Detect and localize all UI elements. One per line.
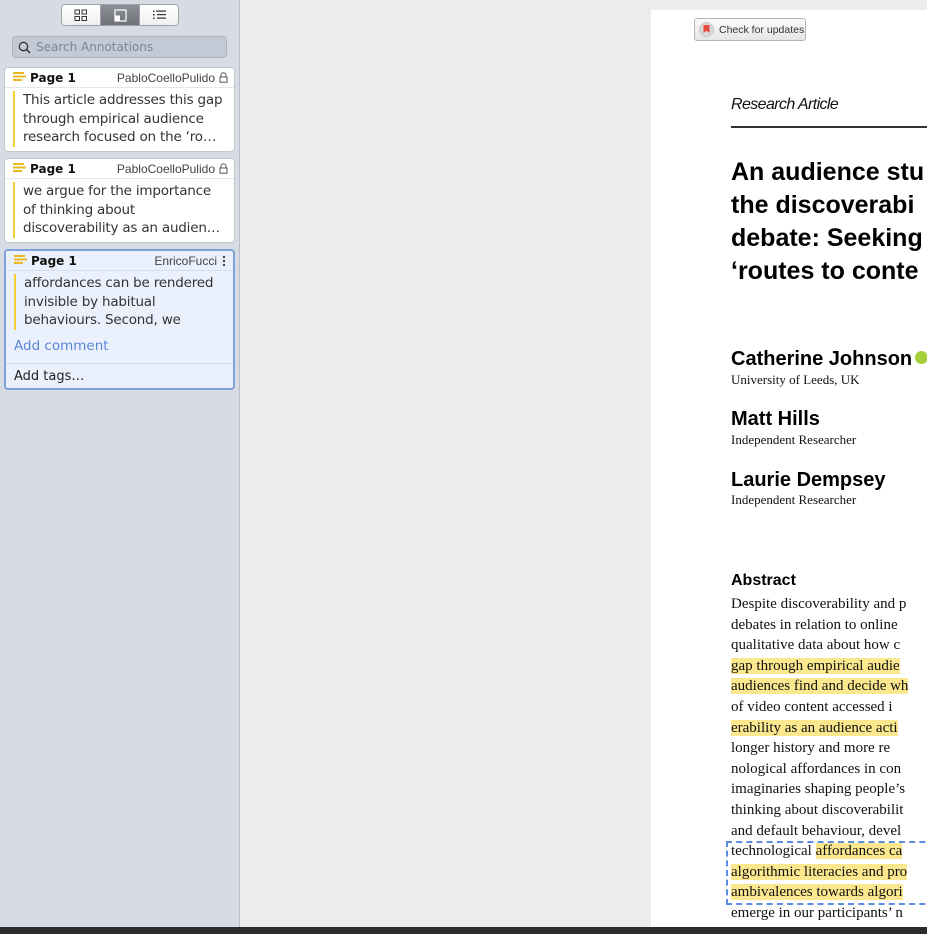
abstract-heading: Abstract [731,572,796,589]
abstract-line [731,676,908,697]
highlight-icon [14,255,27,266]
outline-view-button[interactable] [140,5,178,25]
document-viewer[interactable] [240,0,927,927]
abstract-line [731,759,908,780]
annotation-page: Page 1 [31,253,77,268]
highlighted-text[interactable]: audiences find and decide wh [731,678,909,695]
lock-icon [219,72,228,83]
article-type: Research Article [731,96,839,113]
annotation-view-icon [114,9,127,22]
author-affiliation: Independent Researcher [731,432,857,447]
abstract-line [731,656,908,677]
view-mode-toggle [61,4,179,26]
author-name-text: Catherine Johnson [731,348,913,370]
abstract-line [731,718,908,739]
title-line: the discoverabi [731,191,915,219]
annotation-card[interactable] [4,158,235,243]
abstract-line [731,903,908,924]
abstract-text-span: thinking about discoverabilit [731,801,904,818]
author-affiliation: University of Leeds, UK [731,372,860,387]
abstract-text-span: nological affordances in con [731,760,902,777]
orcid-icon[interactable] [915,351,927,364]
search-icon [18,41,31,54]
highlight-icon [13,72,26,83]
header-rule [731,126,927,128]
abstract-line [731,779,908,800]
grid-icon [74,9,88,22]
annotations-sidebar [0,0,240,927]
abstract-line [731,697,908,718]
abstract-line [731,635,908,656]
annotation-text: affordances can be rendered invisible by habitual behaviours. Second, we [14,274,225,330]
more-icon[interactable] [221,255,227,267]
highlighted-text[interactable]: affordances ca [815,843,903,860]
article-title [731,156,927,288]
abstract-text-span: technological [731,843,816,860]
abstract-text-span: qualitative data about how c [731,637,901,654]
abstract-line [731,800,908,821]
annotation-text: we argue for the importance of thinking about discoverability as an audien… [13,182,226,238]
annotation-view-button[interactable] [101,5,140,25]
author-name: Matt Hills [731,408,820,430]
selected-highlight-outline [726,841,927,905]
annotation-page: Page 1 [30,70,76,85]
annotation-header [5,159,234,179]
highlighted-text[interactable]: gap through empirical audie [731,657,900,674]
annotation-header [6,251,233,271]
abstract-text-span: and default behaviour, devel [731,822,902,839]
annotation-card-selected[interactable] [4,249,235,390]
pdf-page[interactable] [651,10,927,930]
author-name: Laurie Dempsey [731,469,886,491]
annotation-author: PabloCoelloPulido [116,161,215,176]
search-annotations-field[interactable] [12,36,227,58]
highlight-icon [13,163,26,174]
add-tags-field[interactable]: Add tags… [6,363,233,388]
highlighted-text[interactable]: erability as an audience acti [731,719,898,736]
thumbnail-view-button[interactable] [62,5,101,25]
abstract-text-span: of video content accessed i [731,698,893,715]
author-name [731,348,927,371]
abstract-line [731,615,908,636]
crossmark-icon [699,22,714,37]
check-for-updates-button[interactable] [694,18,806,41]
abstract-text-span: longer history and more re [731,740,891,757]
abstract-line [731,821,908,842]
annotation-page: Page 1 [30,161,76,176]
highlighted-text[interactable]: ambivalences towards algori [731,884,903,901]
abstract-text-span: imaginaries shaping people’s [731,781,906,798]
abstract-text-span: emerge in our participants’ n [731,904,903,921]
author-affiliation: Independent Researcher [731,492,857,507]
abstract-text-span: Despite discoverability and p [731,596,907,612]
add-comment-link[interactable]: Add comment [14,338,109,354]
annotation-author: EnricoFucci [154,253,217,268]
lock-icon [219,163,228,174]
title-line: An audience stu [731,158,925,186]
title-line: ‘routes to conte [731,257,919,285]
abstract-text-span: debates in relation to online [731,616,898,633]
list-icon [152,9,167,21]
title-line: debate: Seeking [731,224,923,252]
highlighted-text[interactable]: algorithmic literacies and pro [731,863,908,880]
bottom-bar [0,927,927,934]
annotation-text: This article addresses this gap through empirical audience research focused on the ‘ro… [13,91,226,147]
check-for-updates-label: Check for updates [719,23,805,36]
abstract-line [731,738,908,759]
abstract-line [731,594,908,615]
annotation-author: PabloCoelloPulido [116,70,215,85]
annotation-card[interactable] [4,67,235,152]
search-input[interactable] [36,40,216,54]
annotation-header [5,68,234,88]
